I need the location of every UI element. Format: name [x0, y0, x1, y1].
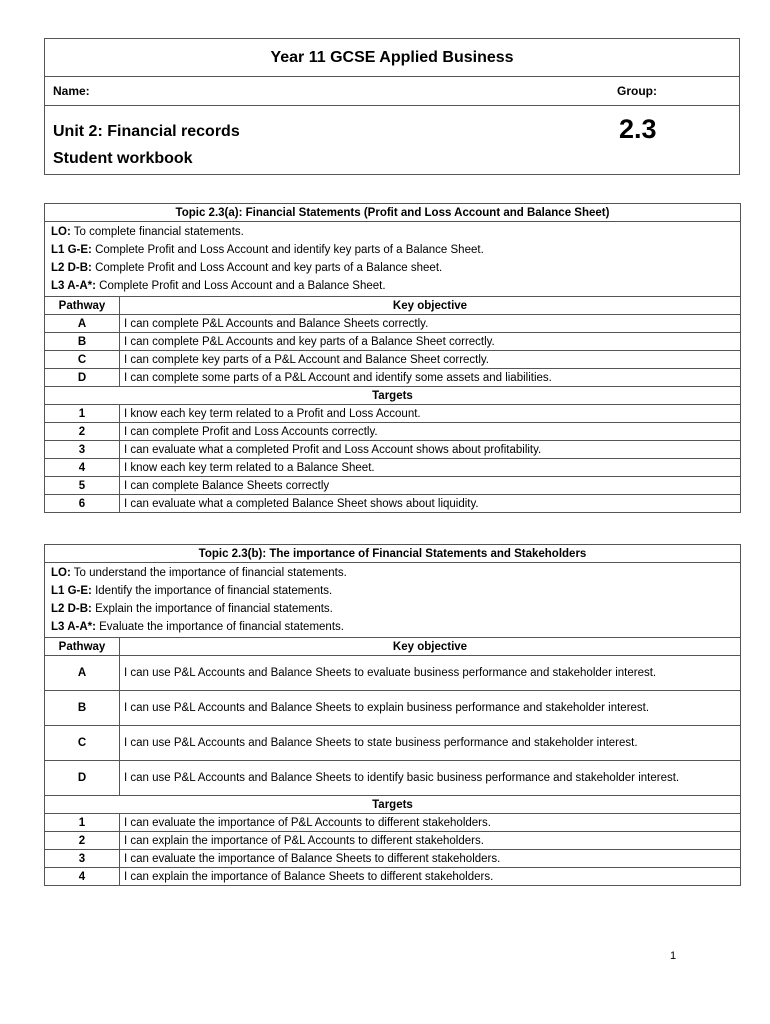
- pathway-header: Pathway: [45, 638, 120, 656]
- topic-b-title: Topic 2.3(b): The importance of Financial Statements and Stakeholders: [45, 545, 741, 563]
- target-id: 6: [45, 495, 120, 513]
- table-row: [45, 441, 741, 459]
- target-text: I can complete Balance Sheets correctly: [120, 477, 741, 495]
- table-row: [45, 477, 741, 495]
- pathway-text: I can complete P&L Accounts and Balance Sheets correctly.: [120, 315, 741, 333]
- key-objective-header: Key objective: [120, 638, 741, 656]
- pathway-text: I can use P&L Accounts and Balance Sheets to state business performance and stakeholder interest.: [120, 726, 741, 761]
- table-row: [45, 495, 741, 513]
- target-text: I can evaluate what a completed Profit and Loss Account shows about profitability.: [120, 441, 741, 459]
- table-row: [45, 369, 741, 387]
- target-id: 1: [45, 405, 120, 423]
- target-id: 4: [45, 868, 120, 886]
- pathway-text: I can complete some parts of a P&L Account and identify some assets and liabilities.: [120, 369, 741, 387]
- target-id: 4: [45, 459, 120, 477]
- key-objective-header: Key objective: [120, 297, 741, 315]
- name-group-row: [45, 77, 739, 106]
- target-text: I can complete Profit and Loss Accounts correctly.: [120, 423, 741, 441]
- lo-line: LO: To understand the importance of financial statements.: [51, 567, 347, 579]
- lo-line: L1 G-E: Complete Profit and Loss Account and identify key parts of a Balance Sheet.: [51, 244, 484, 256]
- pathway-id: A: [45, 315, 120, 333]
- topic-a-learning-objectives: [45, 222, 741, 297]
- target-id: 2: [45, 832, 120, 850]
- lo-line: L1 G-E: Identify the importance of financial statements.: [51, 585, 333, 597]
- pathway-text: I can use P&L Accounts and Balance Sheets to evaluate business performance and stakeholder interest.: [120, 656, 741, 691]
- topic-b-learning-objectives: [45, 563, 741, 638]
- workbook-subtitle: Student workbook: [53, 150, 193, 167]
- pathway-id: A: [45, 656, 120, 691]
- unit-block: [45, 106, 739, 176]
- name-label: Name:: [53, 84, 90, 98]
- target-text: I can evaluate what a completed Balance Sheet shows about liquidity.: [120, 495, 741, 513]
- unit-number: 2.3: [619, 114, 657, 144]
- target-id: 3: [45, 441, 120, 459]
- pathway-header: Pathway: [45, 297, 120, 315]
- unit-title: Unit 2: Financial records: [53, 123, 240, 140]
- pathway-text: I can use P&L Accounts and Balance Sheets to identify basic business performance and stakeholder interest.: [120, 761, 741, 796]
- topic-a-title: Topic 2.3(a): Financial Statements (Profit and Loss Account and Balance Sheet): [45, 204, 741, 222]
- target-text: I can evaluate the importance of P&L Accounts to different stakeholders.: [120, 814, 741, 832]
- table-row: [45, 333, 741, 351]
- lo-line: L2 D-B: Complete Profit and Loss Account and key parts of a Balance sheet.: [51, 262, 443, 274]
- document-header: [44, 38, 740, 175]
- table-row: [45, 351, 741, 369]
- document-title: Year 11 GCSE Applied Business: [45, 39, 739, 77]
- target-id: 5: [45, 477, 120, 495]
- target-text: I know each key term related to a Balance Sheet.: [120, 459, 741, 477]
- table-row: [45, 832, 741, 850]
- table-row: [45, 761, 741, 796]
- target-text: I can evaluate the importance of Balance Sheets to different stakeholders.: [120, 850, 741, 868]
- target-id: 2: [45, 423, 120, 441]
- table-row: [45, 459, 741, 477]
- pathway-id: C: [45, 351, 120, 369]
- table-row: [45, 726, 741, 761]
- table-row: [45, 656, 741, 691]
- pathway-id: D: [45, 761, 120, 796]
- pathway-text: I can complete P&L Accounts and key parts of a Balance Sheet correctly.: [120, 333, 741, 351]
- group-label: Group:: [617, 84, 657, 98]
- table-row: [45, 423, 741, 441]
- topic-a-table: [44, 203, 741, 513]
- table-row: [45, 691, 741, 726]
- pathway-text: I can complete key parts of a P&L Account and Balance Sheet correctly.: [120, 351, 741, 369]
- pathway-id: B: [45, 691, 120, 726]
- table-row: [45, 405, 741, 423]
- table-row: [45, 868, 741, 886]
- table-row: [45, 814, 741, 832]
- pathway-text: I can use P&L Accounts and Balance Sheets to explain business performance and stakeholder interest.: [120, 691, 741, 726]
- page-number: 1: [670, 950, 677, 962]
- table-row: [45, 315, 741, 333]
- lo-line: L3 A-A*: Complete Profit and Loss Account and a Balance Sheet.: [51, 280, 386, 292]
- target-id: 1: [45, 814, 120, 832]
- topic-b-table: [44, 544, 741, 886]
- lo-line: LO: To complete financial statements.: [51, 226, 244, 238]
- lo-line: L2 D-B: Explain the importance of financial statements.: [51, 603, 333, 615]
- target-text: I can explain the importance of P&L Accounts to different stakeholders.: [120, 832, 741, 850]
- targets-header: Targets: [45, 387, 741, 405]
- target-text: I can explain the importance of Balance Sheets to different stakeholders.: [120, 868, 741, 886]
- pathway-id: B: [45, 333, 120, 351]
- lo-line: L3 A-A*: Evaluate the importance of financial statements.: [51, 621, 344, 633]
- target-text: I know each key term related to a Profit and Loss Account.: [120, 405, 741, 423]
- targets-header: Targets: [45, 796, 741, 814]
- target-id: 3: [45, 850, 120, 868]
- table-row: [45, 850, 741, 868]
- pathway-id: C: [45, 726, 120, 761]
- pathway-id: D: [45, 369, 120, 387]
